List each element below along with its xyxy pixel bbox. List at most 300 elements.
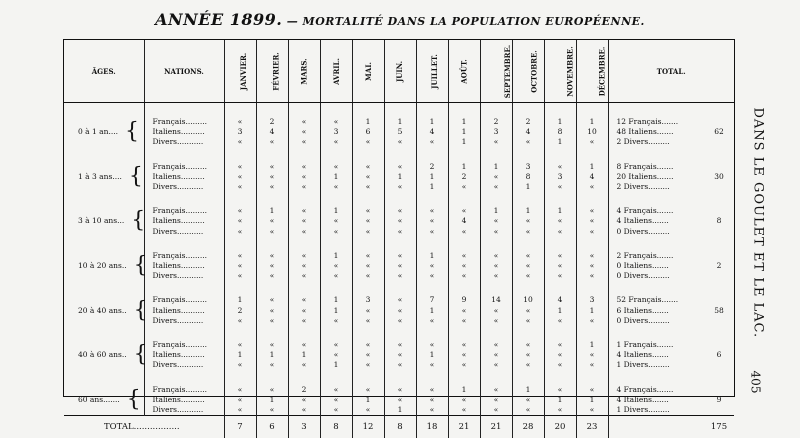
month-values-cell — [224, 281, 256, 326]
value: « — [225, 206, 256, 216]
value: « — [513, 360, 544, 370]
col-month: OCTOBRE. — [512, 40, 544, 103]
value: 2 — [225, 306, 256, 316]
month-values-cell — [544, 103, 576, 148]
month-values-cell — [320, 237, 352, 282]
value: « — [257, 216, 288, 226]
value: « — [353, 172, 384, 182]
value: 1 — [577, 117, 608, 127]
month-values-cell — [352, 371, 384, 416]
age-group-row — [64, 192, 734, 237]
value: « — [481, 405, 512, 415]
value: 1 — [225, 295, 256, 305]
value: 1 — [545, 206, 576, 216]
value: 1 — [449, 137, 480, 147]
value: 3 — [353, 295, 384, 305]
value: « — [385, 182, 416, 192]
value: « — [353, 137, 384, 147]
value: « — [353, 316, 384, 326]
value: 1 — [545, 137, 576, 147]
value: « — [257, 162, 288, 172]
value: 3 — [481, 127, 512, 137]
value: « — [545, 261, 576, 271]
month-values-cell — [448, 326, 480, 371]
value: 2 — [257, 117, 288, 127]
value: « — [417, 316, 448, 326]
value: « — [321, 340, 352, 350]
group-grand-total: 9 — [704, 371, 734, 416]
month-values-cell — [480, 371, 512, 416]
total-row — [64, 416, 734, 438]
value: 1 — [385, 405, 416, 415]
value: 4 — [417, 127, 448, 137]
value: 6 — [353, 127, 384, 137]
value: « — [289, 162, 320, 172]
value: « — [417, 395, 448, 405]
value: 1 — [321, 295, 352, 305]
value: « — [449, 261, 480, 271]
value: « — [513, 395, 544, 405]
month-values-cell — [512, 371, 544, 416]
month-total: 8 — [320, 416, 352, 438]
value: « — [353, 206, 384, 216]
value: « — [321, 316, 352, 326]
value: « — [225, 360, 256, 370]
value: « — [417, 261, 448, 271]
value: « — [257, 251, 288, 261]
month-values-cell — [576, 281, 608, 326]
value: « — [225, 216, 256, 226]
value: 1 — [257, 206, 288, 216]
col-month: FÉVRIER. — [256, 40, 288, 103]
group-total-line: 8 Français....... — [609, 162, 705, 172]
value: 5 — [385, 127, 416, 137]
col-month: AOÛT. — [448, 40, 480, 103]
value: « — [225, 340, 256, 350]
group-totals-cell — [608, 371, 704, 416]
col-month: DÉCEMBRE. — [576, 40, 608, 103]
value: 1 — [449, 117, 480, 127]
nation-label: Italiens.......... — [145, 216, 224, 226]
value: 1 — [545, 395, 576, 405]
value: 1 — [449, 127, 480, 137]
value: « — [225, 137, 256, 147]
value: 4 — [513, 127, 544, 137]
value: « — [353, 261, 384, 271]
value: « — [289, 127, 320, 137]
value: 7 — [417, 295, 448, 305]
nation-label: Divers........... — [145, 316, 224, 326]
value: « — [449, 206, 480, 216]
month-values-cell — [576, 237, 608, 282]
mortality-table — [64, 40, 734, 438]
month-values-cell — [320, 371, 352, 416]
value: « — [321, 350, 352, 360]
group-totals-cell — [608, 103, 704, 148]
age-label: 10 à 20 ans.. { — [64, 237, 144, 282]
nation-label: Divers........... — [145, 271, 224, 281]
value: « — [481, 227, 512, 237]
nation-label: Divers........... — [145, 360, 224, 370]
col-month: SEPTEMBRE. — [480, 40, 512, 103]
group-total-line: 4 Italiens....... — [609, 350, 705, 360]
value: 1 — [321, 251, 352, 261]
group-total-line: 4 Italiens....... — [609, 216, 705, 226]
value: « — [289, 340, 320, 350]
month-values-cell — [288, 103, 320, 148]
month-values-cell — [384, 103, 416, 148]
value: « — [513, 251, 544, 261]
month-values-cell — [224, 237, 256, 282]
nation-label: Français......... — [145, 340, 224, 350]
value: « — [225, 261, 256, 271]
month-total: 23 — [576, 416, 608, 438]
value: « — [289, 306, 320, 316]
value: « — [417, 271, 448, 281]
age-group-row — [64, 326, 734, 371]
month-values-cell — [224, 192, 256, 237]
value: « — [449, 271, 480, 281]
month-values-cell — [448, 103, 480, 148]
value: « — [289, 117, 320, 127]
value: « — [257, 261, 288, 271]
value: « — [545, 316, 576, 326]
value: « — [513, 405, 544, 415]
month-values-cell — [320, 326, 352, 371]
value: « — [577, 182, 608, 192]
value: « — [385, 385, 416, 395]
value: 3 — [321, 127, 352, 137]
value: « — [481, 340, 512, 350]
month-total: 28 — [512, 416, 544, 438]
nations-cell — [144, 371, 224, 416]
age-group-row — [64, 237, 734, 282]
value: « — [481, 216, 512, 226]
nation-label: Italiens.......... — [145, 261, 224, 271]
value: 1 — [321, 306, 352, 316]
month-values-cell — [480, 148, 512, 193]
value: « — [481, 172, 512, 182]
value: « — [545, 271, 576, 281]
month-values-cell — [416, 326, 448, 371]
month-values-cell — [288, 148, 320, 193]
value: 1 — [417, 306, 448, 316]
value: 1 — [289, 350, 320, 360]
month-values-cell — [256, 103, 288, 148]
value: « — [385, 395, 416, 405]
group-total-line: 6 Italiens....... — [609, 306, 705, 316]
month-values-cell — [576, 326, 608, 371]
value: « — [545, 251, 576, 261]
col-month: NOVEMBRE. — [544, 40, 576, 103]
month-values-cell — [448, 371, 480, 416]
value: « — [449, 316, 480, 326]
value: « — [481, 316, 512, 326]
value: « — [257, 340, 288, 350]
group-total-line: 12 Français....... — [609, 117, 705, 127]
grand-total: 175 — [704, 416, 734, 438]
value: 10 — [577, 127, 608, 137]
nation-label: Divers........... — [145, 137, 224, 147]
value: « — [353, 360, 384, 370]
value: 1 — [385, 172, 416, 182]
value: « — [449, 306, 480, 316]
value: « — [417, 206, 448, 216]
age-label: 60 ans....... { — [64, 371, 144, 416]
month-values-cell — [416, 148, 448, 193]
nation-label: Italiens.......... — [145, 350, 224, 360]
age-label: 0 à 1 an.... { — [64, 103, 144, 148]
month-values-cell — [352, 148, 384, 193]
value: 1 — [417, 182, 448, 192]
value: « — [545, 162, 576, 172]
value: « — [289, 137, 320, 147]
group-total-line: 52 Français....... — [609, 295, 705, 305]
value: « — [513, 261, 544, 271]
col-month: AVRIL. — [320, 40, 352, 103]
value: « — [577, 350, 608, 360]
value: « — [577, 137, 608, 147]
month-values-cell — [384, 281, 416, 326]
value: « — [577, 227, 608, 237]
value: 1 — [513, 206, 544, 216]
group-grand-total: 8 — [704, 192, 734, 237]
value: « — [321, 137, 352, 147]
value: « — [513, 137, 544, 147]
value: « — [545, 350, 576, 360]
value: « — [225, 117, 256, 127]
value: « — [449, 405, 480, 415]
group-total-line: 1 Français....... — [609, 340, 705, 350]
value: « — [385, 227, 416, 237]
nations-cell — [144, 103, 224, 148]
value: « — [385, 261, 416, 271]
age-group-row — [64, 371, 734, 416]
value: « — [353, 340, 384, 350]
value: « — [513, 316, 544, 326]
value: « — [481, 360, 512, 370]
nations-cell — [144, 326, 224, 371]
month-values-cell — [384, 148, 416, 193]
value: « — [449, 350, 480, 360]
value: « — [385, 306, 416, 316]
month-values-cell — [224, 371, 256, 416]
month-values-cell — [512, 237, 544, 282]
value: 4 — [257, 127, 288, 137]
nations-cell — [144, 192, 224, 237]
nations-cell — [144, 281, 224, 326]
group-total-line: 0 Divers......... — [609, 271, 705, 281]
month-values-cell — [576, 103, 608, 148]
month-values-cell — [448, 281, 480, 326]
value: « — [513, 350, 544, 360]
nation-label: Divers........... — [145, 182, 224, 192]
side-caption — [738, 100, 762, 320]
month-total: 7 — [224, 416, 256, 438]
value: « — [417, 405, 448, 415]
value: « — [257, 295, 288, 305]
value: « — [353, 227, 384, 237]
value: 1 — [417, 251, 448, 261]
month-values-cell — [512, 192, 544, 237]
value: « — [385, 206, 416, 216]
value: 1 — [321, 360, 352, 370]
month-values-cell — [288, 192, 320, 237]
group-total-line: 20 Italiens....... — [609, 172, 705, 182]
col-nations: NATIONS. — [144, 40, 224, 103]
month-values-cell — [480, 237, 512, 282]
month-values-cell — [512, 103, 544, 148]
month-values-cell — [416, 237, 448, 282]
value: « — [353, 405, 384, 415]
value: 1 — [449, 162, 480, 172]
col-month: MAI. — [352, 40, 384, 103]
value: « — [289, 182, 320, 192]
page-header — [0, 10, 800, 29]
month-values-cell — [544, 237, 576, 282]
month-values-cell — [224, 148, 256, 193]
nation-label: Italiens.......... — [145, 172, 224, 182]
month-values-cell — [256, 237, 288, 282]
age-label: 20 à 40 ans.. { — [64, 281, 144, 326]
age-group-row — [64, 103, 734, 148]
nation-label: Français......... — [145, 295, 224, 305]
value: 1 — [481, 162, 512, 172]
value: « — [449, 182, 480, 192]
value: « — [289, 216, 320, 226]
group-totals-cell — [608, 281, 704, 326]
month-values-cell — [384, 237, 416, 282]
value: « — [545, 360, 576, 370]
value: « — [417, 216, 448, 226]
group-total-line: 0 Divers......... — [609, 227, 705, 237]
value: « — [257, 405, 288, 415]
month-values-cell — [224, 326, 256, 371]
col-month: MARS. — [288, 40, 320, 103]
month-values-cell — [544, 281, 576, 326]
value: 3 — [545, 172, 576, 182]
month-values-cell — [576, 192, 608, 237]
nation-label: Français......... — [145, 117, 224, 127]
group-totals-cell — [608, 326, 704, 371]
month-values-cell — [480, 192, 512, 237]
value: « — [257, 360, 288, 370]
value: « — [289, 227, 320, 237]
value: « — [225, 182, 256, 192]
value: « — [353, 216, 384, 226]
month-values-cell — [512, 281, 544, 326]
value: 1 — [577, 162, 608, 172]
value: 1 — [321, 172, 352, 182]
value: « — [289, 360, 320, 370]
value: 4 — [577, 172, 608, 182]
value: « — [257, 271, 288, 281]
month-values-cell — [352, 237, 384, 282]
value: « — [449, 227, 480, 237]
month-values-cell — [352, 192, 384, 237]
value: « — [353, 385, 384, 395]
month-values-cell — [320, 103, 352, 148]
value: « — [577, 216, 608, 226]
month-values-cell — [352, 326, 384, 371]
value: « — [513, 306, 544, 316]
value: 1 — [513, 182, 544, 192]
total-label: TOTAL................. — [64, 416, 224, 438]
col-total: TOTAL. — [608, 40, 734, 103]
value: « — [385, 316, 416, 326]
value: 1 — [577, 340, 608, 350]
value: 1 — [545, 306, 576, 316]
group-total-line: 4 Italiens....... — [609, 395, 705, 405]
value: « — [289, 395, 320, 405]
value: « — [545, 227, 576, 237]
nation-label: Français......... — [145, 162, 224, 172]
group-total-line: 0 Divers......... — [609, 316, 705, 326]
value: 4 — [545, 295, 576, 305]
value: 2 — [449, 172, 480, 182]
month-values-cell — [512, 148, 544, 193]
value: « — [321, 395, 352, 405]
value: 2 — [417, 162, 448, 172]
value: 1 — [449, 385, 480, 395]
value: « — [481, 251, 512, 261]
value: « — [513, 216, 544, 226]
nations-cell — [144, 148, 224, 193]
value: « — [225, 271, 256, 281]
value: 1 — [513, 385, 544, 395]
value: « — [225, 316, 256, 326]
month-values-cell — [320, 281, 352, 326]
value: « — [449, 251, 480, 261]
value: « — [321, 405, 352, 415]
group-grand-total: 58 — [704, 281, 734, 326]
value: « — [353, 251, 384, 261]
col-ages: ÂGES. — [64, 40, 144, 103]
month-values-cell — [256, 192, 288, 237]
value: « — [225, 395, 256, 405]
value: « — [513, 340, 544, 350]
value: 1 — [417, 350, 448, 360]
month-total: 21 — [480, 416, 512, 438]
group-total-line: 48 Italiens....... — [609, 127, 705, 137]
group-grand-total: 62 — [704, 103, 734, 148]
page-number: 405 — [748, 371, 762, 394]
month-values-cell — [448, 237, 480, 282]
value: « — [321, 227, 352, 237]
value: « — [513, 227, 544, 237]
value: « — [481, 395, 512, 405]
value: « — [545, 405, 576, 415]
value: « — [545, 182, 576, 192]
value: « — [289, 405, 320, 415]
value: « — [353, 306, 384, 316]
age-label: 3 à 10 ans... { — [64, 192, 144, 237]
value: « — [577, 271, 608, 281]
value: 1 — [545, 117, 576, 127]
value: « — [417, 340, 448, 350]
value: 14 — [481, 295, 512, 305]
value: « — [225, 227, 256, 237]
month-values-cell — [320, 192, 352, 237]
month-values-cell — [352, 281, 384, 326]
value: « — [257, 306, 288, 316]
value: « — [321, 271, 352, 281]
value: 9 — [449, 295, 480, 305]
group-totals-cell — [608, 237, 704, 282]
value: « — [481, 385, 512, 395]
month-values-cell — [448, 148, 480, 193]
group-grand-total: 6 — [704, 326, 734, 371]
